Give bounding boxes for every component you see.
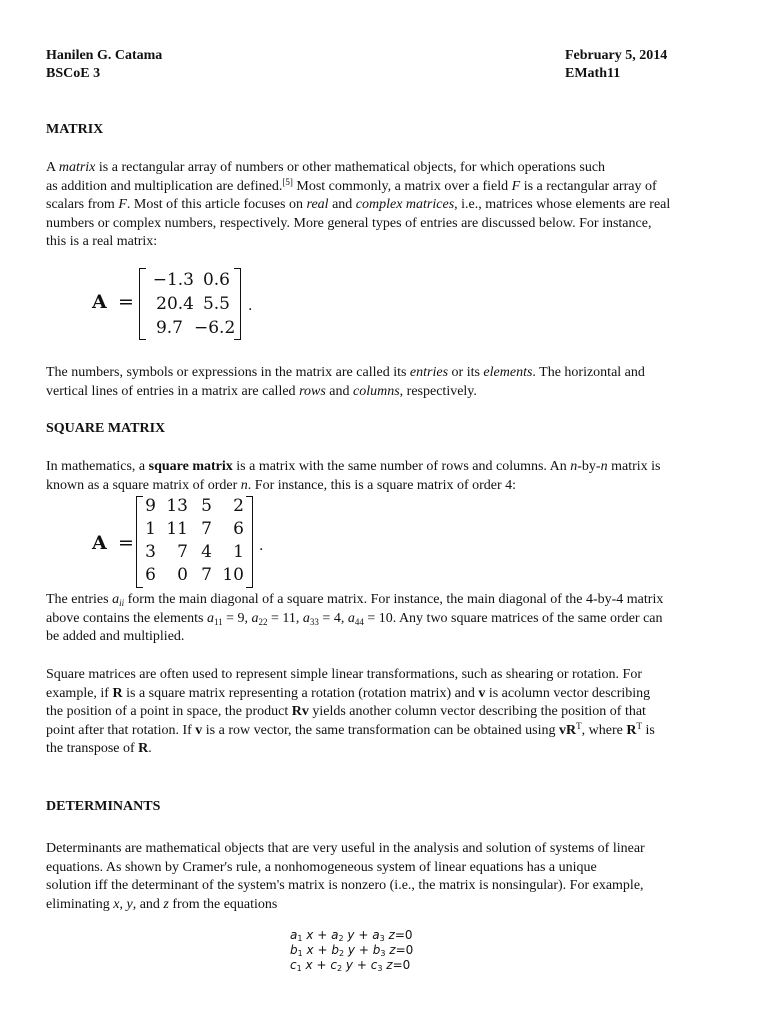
matrix-label: A — [92, 291, 107, 313]
matrix-cell: 6 — [233, 519, 244, 539]
matrix-cell: 7 — [201, 519, 212, 539]
matrix-cell: −1.3 — [152, 270, 194, 290]
subject-code: EMath11 — [565, 66, 621, 81]
matrix-cell: 1 — [145, 519, 156, 539]
linear-equations-system — [290, 928, 413, 973]
matrix-cell: 9 — [145, 496, 156, 516]
paragraph-main-diagonal: The entries $a_{ii}$ form the main diagonal of a square matrix. For instance, the main diagonal of the 4-by-4 matrix above contains the elements $a_{11} = 9$, $a_{22} = 11$, $a_{33} = 4$, $a_{44} = 10$. Any two square matrices of the same order can be added and multiplied. — [46, 592, 664, 644]
equation-row: $b_1$ $x + b_2$ $y + b_3$ z=0 — [290, 943, 414, 958]
author-name: Hanilen G. Catama — [46, 48, 163, 63]
matrix-cell: 11 — [166, 519, 188, 539]
equation-row: $a_1$ $x + a_2$ $y + a_3$ z=0 — [290, 928, 413, 943]
paragraph-determinants: Determinants are mathematical objects that are very useful in the analysis and solution of systems of linear equations. As shown by Cramer's rule, a nonhomogeneous system of linear equations has a unique solution iff the determinant of the system's matrix is nonzero (i.e., the matrix is nonsingular). For example, eliminating x, y, and z from the equations — [46, 841, 645, 912]
matrix-cell: 20.4 — [156, 294, 194, 314]
matrix-cell: 0 — [177, 565, 188, 585]
author-block — [46, 47, 162, 83]
matrix-cell: 5.5 — [202, 294, 230, 314]
matrix-cell: 13 — [166, 496, 188, 516]
matrix-terminator: . — [259, 538, 264, 554]
matrix-cell: 0.6 — [202, 270, 230, 290]
paragraph-linear-transformations: Square matrices are often used to represent simple linear transformations, such as shearing or rotation. For example, if R is a square matrix representing a rotation (rotation matrix) and v is acolumn vector describing the position of a point in space, the product Rv yields another column vector describing the position of that point after that rotation. If v is a row vector, the same transformation can be obtained using $vR^T$, where $R^T$ is the transpose of R. — [46, 667, 655, 756]
matrix-cell: 7 — [201, 565, 212, 585]
matrix-cell: 6 — [145, 565, 156, 585]
matrix-cell: 10 — [222, 565, 244, 585]
paragraph-entries: The numbers, symbols or expressions in the matrix are called its entries or its elements. The horizontal and vertical lines of entries in a matrix are called rows and columns, respectively. — [46, 365, 645, 399]
matrix-cell: 5 — [201, 496, 212, 516]
date-block — [565, 47, 667, 83]
section-heading-determinants: DETERMINANTS — [46, 799, 161, 814]
matrix-cell: 1 — [233, 542, 244, 562]
matrix-label: A — [92, 532, 107, 554]
matrix-cell: 4 — [201, 542, 212, 562]
paragraph-matrix-definition: A matrix is a rectangular array of numbers or other mathematical objects, for which operations such as addition and multiplication are defined.[5] Most commonly, a matrix over a field F is a rectangular array of scalars from F. Most of this article focuses on real and complex matrices, i.e., matrices whose elements are real numbers or complex numbers, respectively. More general types of entries are discussed below. For instance, this is a real matrix: — [46, 160, 671, 249]
matrix-cell: −6.2 — [194, 318, 236, 338]
matrix-cell: 7 — [177, 542, 188, 562]
equation-row: $c_1$ $x + c_2$ $y + c_3$ z=0 — [290, 958, 411, 973]
author-course: BSCoE 3 — [46, 66, 101, 81]
paragraph-square-matrix-definition: In mathematics, a square matrix is a matrix with the same number of rows and columns. An n-by-n matrix is known as a square matrix of order n. For instance, this is a square matrix of order 4: — [46, 459, 661, 493]
equals-sign: = — [118, 291, 134, 313]
document-date: February 5, 2014 — [565, 48, 668, 63]
matrix-cell: 9.7 — [155, 318, 183, 338]
right-bracket — [246, 496, 253, 588]
section-heading-square-matrix: SQUARE MATRIX — [46, 421, 166, 436]
equals-sign: = — [118, 532, 134, 554]
matrix-terminator: . — [248, 298, 253, 314]
matrix-cell: 2 — [233, 496, 244, 516]
matrix-cell: 3 — [145, 542, 156, 562]
section-heading-matrix: MATRIX — [46, 122, 104, 137]
right-bracket — [234, 268, 241, 340]
